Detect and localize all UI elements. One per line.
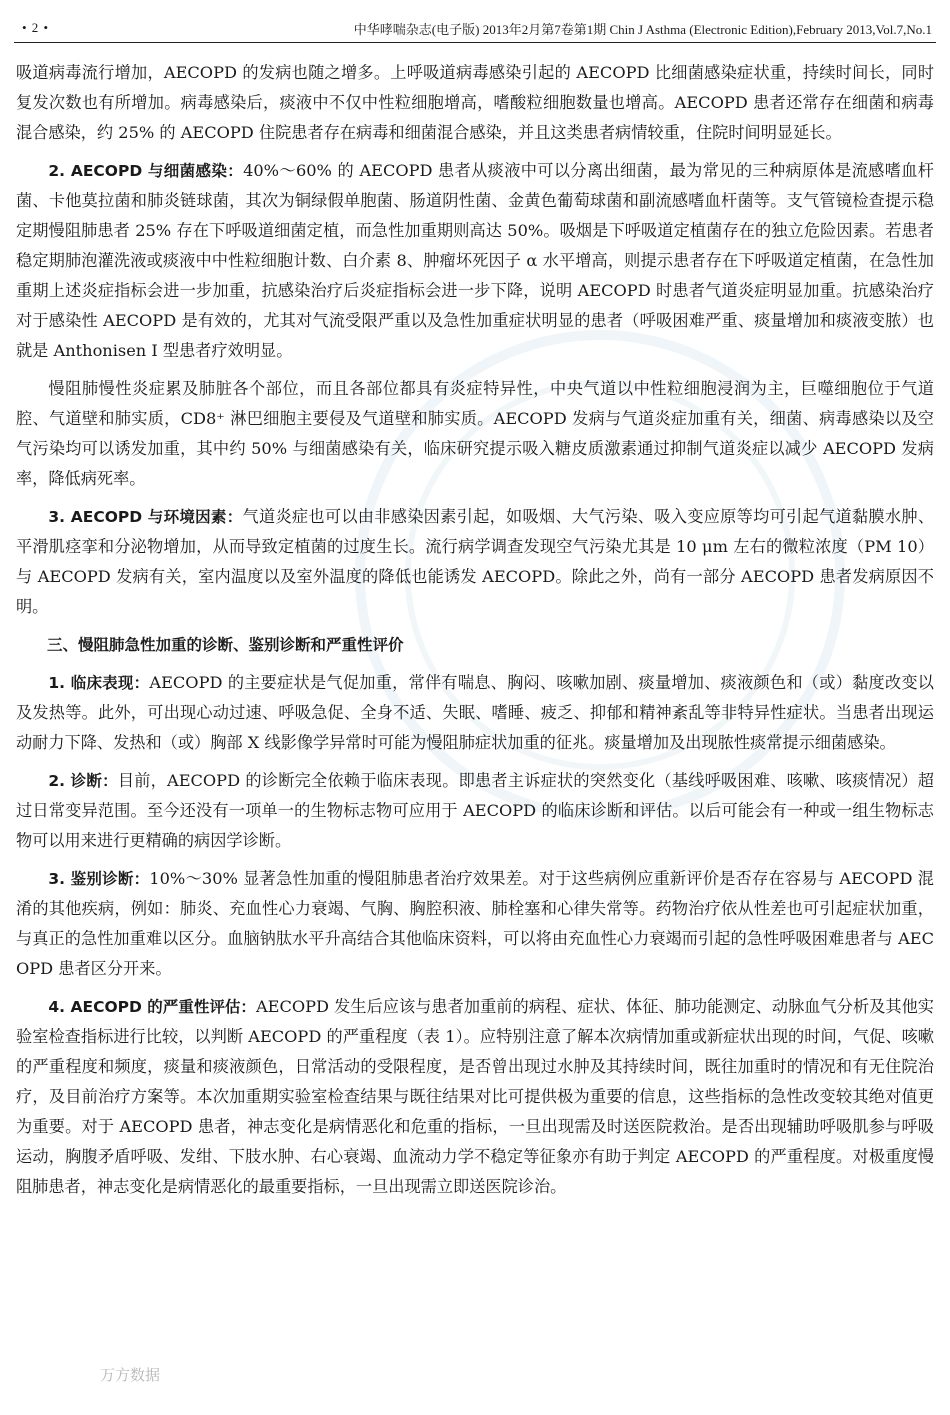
paragraph-text: AECOPD 发生后应该与患者加重前的病程、症状、体征、肺功能测定、动脉血气分析及其他实验室检查指标进行比较，以判断 AECOPD 的严重程度（表 1）。应特别注意了解本次病情加重或新症状出现的时间，气促、咳嗽的严重程度和频度，痰量和痰液颜色，日常活动的受限程度，是否曾出现过水肿及其持续时间，既往加重时的情况和有无住院治疗，及目前治疗方案等。本次加重期实验室检查结果与既往结果对比可提供极为重要的信息，这些指标的急性改变较其绝对值更为重要。对于 AECOPD 患者，神志变化是病情恶化和危重的指标，一旦出现需及时送医院救治。是否出现辅助呼吸肌参与呼吸运动，胸腹矛盾呼吸、发绀、下肢水肿、右心衰竭、血流动力学不稳定等征象亦有助于判定 AECOPD 的严重程度。对极重度慢阻肺患者，神志变化是病情恶化的最重要指标，一旦出现需立即送医院诊治。	[16, 997, 934, 1196]
paragraph-clinical-manifestation	[16, 668, 934, 758]
subheading-bacterial-infection: 2. AECOPD 与细菌感染：	[48, 162, 244, 180]
paragraph-bacterial-infection	[16, 156, 934, 366]
subheading-severity: 4. AECOPD 的严重性评估：	[48, 998, 256, 1016]
paragraph-inflammation: 慢阻肺慢性炎症累及肺脏各个部位，而且各部位都具有炎症特异性，中央气道以中性粒细胞浸润为主，巨噬细胞位于气道腔、气道壁和肺实质，CD8⁺ 淋巴细胞主要侵及气道壁和肺实质。AECOPD 发病与气道炎症加重有关，细菌、病毒感染以及空气污染均可以诱发加重，其中约 50% 与细菌感染有关，临床研究提示吸入糖皮质激素通过抑制气道炎症以减少 AECOPD 发病率，降低病死率。	[16, 379, 934, 488]
subheading-differential: 3. 鉴别诊断：	[48, 870, 150, 888]
subheading-environment: 3. AECOPD 与环境因素：	[48, 508, 243, 526]
subheading-clinical: 1. 临床表现：	[48, 674, 150, 692]
paragraph-text: 目前，AECOPD 的诊断完全依赖于临床表现。即患者主诉症状的突然变化（基线呼吸困难、咳嗽、咳痰情况）超过日常变异范围。至今还没有一项单一的生物标志物可应用于 AECOPD 的临床诊断和评估。以后可能会有一种或一组生物标志物可以用来进行更精确的病因学诊断。	[16, 771, 934, 850]
paragraph-diagnosis	[16, 766, 934, 856]
paragraph-viral-infection: 吸道病毒流行增加，AECOPD 的发病也随之增多。上呼吸道病毒感染引起的 AECOPD 比细菌感染症状重，持续时间长，同时复发次数也有所增加。病毒感染后，痰液中不仅中性粒细胞增高，嗜酸粒细胞数量也增高。AECOPD 患者还常存在细菌和病毒混合感染，约 25% 的 AECOPD 住院患者存在病毒和细菌混合感染，并且这类患者病情较重，住院时间明显延长。	[16, 63, 935, 142]
article-body	[16, 58, 934, 1210]
paragraph-text: 10%～30% 显著急性加重的慢阻肺患者治疗效果差。对于这些病例应重新评价是否存在容易与 AECOPD 混淆的其他疾病，例如：肺炎、充血性心力衰竭、气胸、胸腔积液、肺栓塞和心律失常等。药物治疗依从性差也可引起症状加重，与真正的急性加重难以区分。血脑钠肽水平升高结合其他临床资料，可以将由充血性心力衰竭而引起的急性呼吸困难患者与 AECOPD 患者区分开来。	[16, 869, 934, 978]
paragraph-text: AECOPD 的主要症状是气促加重，常伴有喘息、胸闷、咳嗽加剧、痰量增加、痰液颜色和（或）黏度改变以及发热等。此外，可出现心动过速、呼吸急促、全身不适、失眠、嗜睡、疲乏、抑郁和精神紊乱等非特异性症状。当患者出现运动耐力下降、发热和（或）胸部 X 线影像学异常时可能为慢阻肺症状加重的征兆。痰量增加及出现脓性痰常提示细菌感染。	[16, 673, 934, 752]
wanfang-data-watermark: 万方数据	[100, 1366, 161, 1384]
paragraph-environment	[16, 502, 934, 622]
subheading-diagnosis: 2. 诊断：	[48, 772, 118, 790]
paragraph-severity	[16, 992, 934, 1202]
paragraph-text: 40%～60% 的 AECOPD 患者从痰液中可以分离出细菌，最为常见的三种病原体是流感嗜血杆菌、卡他莫拉菌和肺炎链球菌，其次为铜绿假单胞菌、肠道阴性菌、金黄色葡萄球菌和副流感嗜血杆菌等。支气管镜检查提示稳定期慢阻肺患者 25% 存在下呼吸道细菌定植，而急性加重期则高达 50%。吸烟是下呼吸道定植菌存在的独立危险因素。若患者稳定期肺泡灌洗液或痰液中中性粒细胞计数、白介素 8、肿瘤坏死因子 α 水平增高，则提示患者存在下呼吸道定植菌，在急性加重期上述炎症指标会进一步加重，抗感染治疗后炎症指标会进一步下降，说明 AECOPD 时患者气道炎症明显加重。抗感染治疗对于感染性 AECOPD 是有效的，尤其对气流受限严重以及急性加重症状明显的患者（呼吸困难严重、痰量增加和痰液变脓）也就是 Anthonisen Ⅰ 型患者疗效明显。	[16, 161, 934, 360]
paragraph-text: 气道炎症也可以由非感染因素引起，如吸烟、大气污染、吸入变应原等均可引起气道黏膜水肿、平滑肌痉挛和分泌物增加，从而导致定植菌的过度生长。流行病学调查发现空气污染尤其是 10 μm 左右的微粒浓度（PM 10）与 AECOPD 发病有关，室内温度以及室外温度的降低也能诱发 AECOPD。除此之外，尚有一部分 AECOPD 患者发病原因不明。	[16, 507, 935, 616]
page-number: • 2 •	[22, 20, 50, 35]
paragraph-differential	[16, 864, 934, 984]
running-header	[14, 14, 936, 43]
journal-citation: 中华哮喘杂志(电子版) 2013年2月第7卷第1期 Chin J Asthma (Electronic Edition),February 2013,Vol.7,No.1	[353, 21, 932, 37]
section-heading-diagnosis: 三、慢阻肺急性加重的诊断、鉴别诊断和严重性评价	[47, 636, 404, 654]
